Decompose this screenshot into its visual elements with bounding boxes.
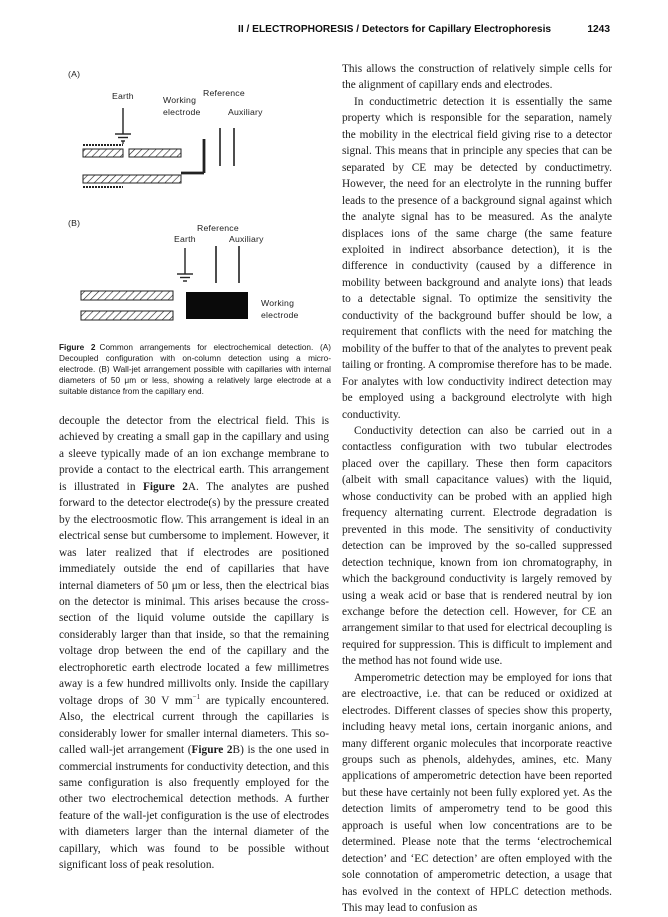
caption-text: Common arrangements for electrochemical detection. (A) Decoupled configuration with on-column detection using a micro-electrode. (B) Wall-jet arrangement possible with capillaries with internal diameters of 50 μm or less, showing a relatively large electrode at a suitable distance from the capillary end.: [59, 343, 331, 397]
panel-a-electrodes: [181, 128, 234, 173]
figure-2-diagram: [59, 62, 329, 347]
panel-b-working-electrode-block: [186, 292, 248, 319]
figure-caption: [59, 342, 331, 397]
panel-a-capillary: [83, 145, 181, 187]
right-paragraph-1: In conductimetric detection it is essentially the same property which is responsible for the separation, namely the mobility in the electrical field giving rise to a detector signal. This means that in principle any species that can be separated by CE may be detected by conductimetry. However, the need for an electrolyte in the running buffer leads to the presence of a background signal against which the analyte signal has to be measured. As the analyte displaces ions of the same charge (the same feature exploited in indirect absorbance detection), it is the difference in conductivity (caused by a difference in mobility between background and analyte ions) that leads to a detectable signal. To optimize the sensitivity the conductivity of the background buffer should be low, a requirement that conflicts with the need for matching the mobility of the buffer to that of the analytes to prevent peak tailing or fronting. A compromise therefore has to be made. For analytes with low conductivity indirect detection may be employed using a background electrolyte with high conductivity.: [342, 95, 612, 421]
left-p1-text-a: decouple the detector from the electrical field. This is achieved by creating a small gap in the capillary and using a sleeve typically made of an ion exchange membrane to provide a contact to the electrical earth. This arrangement is illustrated in: [59, 415, 329, 493]
panel-b-auxiliary-label: Auxiliary: [229, 234, 264, 244]
panel-a-earth-symbol: [115, 108, 131, 144]
right-paragraph-2: Conductivity detection can also be carried out in a contactless configuration with two tubular electrodes placed over the capillary. These then form capacitors (albeit with small capacitance values) with the liquid, whose conductivity can be probed with an applied high frequency alternating current. Electrode degradation is prevented in this mode. The sensitivity of conductivity detection can be improved by the so-called suppressed detection technique, known from ion chromatography, in which the background conductivity is largely removed by using a weak acid or base that is rendered neutral by ion exchange before the detection cell. However, for CE an arrangement similar to that used for electrical decoupling is required for suppression. This is difficult to implement and the method has not found wide use.: [342, 424, 612, 668]
panel-a-tag: (A): [68, 69, 81, 79]
left-paragraph-1: [59, 413, 329, 874]
panel-a-auxiliary-label: Auxiliary: [228, 107, 263, 117]
panel-a-earth-label: Earth: [112, 91, 134, 101]
panel-a-working-label-2: electrode: [163, 107, 201, 117]
header-section-title: II / ELECTROPHORESIS / Detectors for Capillary Electrophoresis: [238, 24, 552, 35]
left-p1-text-d: B) is the one used in commercial instruments for conductivity detection, and this same configuration is also frequently employed for the other two electrochemical detection methods. A further feature of the wall-jet configuration is the use of electrodes with diameters larger than the internal diameter of the capillary, which was found to be possible without significant loss of peak resolution.: [59, 744, 329, 872]
page-number: 1243: [587, 24, 610, 35]
panel-b-tag: (B): [68, 218, 81, 228]
panel-b-capillary: [81, 291, 173, 320]
panel-b-working-label-2: electrode: [261, 310, 299, 320]
left-p1-text-b: A. The analytes are pushed forward to the detector electrode(s) by the pressure created by the electroosmotic flow. This arrangement is ideal in an electrical sense but cumbersome to implement. However, it was later realized that if electrodes are positioned immediately outside the end of capillaries that have internal diameters of 50 μm or less, then the electrical bias on the detector is minimal. This arises because the cross-section of the liquid volume outside the capillary is considerably larger than that inside, so that the remaining voltage drop between the end of the capillary and the electrophoretic earth electrode located a few millimetres away is a few hundred millivolts only. Inside the capillary voltage drops of 30 V mm: [59, 480, 329, 707]
panel-b-electrodes: [216, 246, 239, 283]
panel-b-working-label-1: Working: [261, 298, 295, 308]
figure-2a-reference: Figure 2: [142, 480, 188, 493]
panel-a-working-label-1: Working: [163, 95, 197, 105]
unit-superscript: −1: [192, 692, 201, 701]
figure-2: [59, 62, 329, 347]
panel-b-reference-label: Reference: [197, 223, 239, 233]
figure-2b-reference: Figure 2: [191, 744, 233, 757]
caption-label: Figure 2: [59, 343, 96, 352]
panel-b-earth-symbol: [177, 248, 193, 281]
panel-b-earth-label: Earth: [174, 234, 196, 244]
right-paragraph-3: Amperometric detection may be employed for ions that are electroactive, i.e. that can be reduced or oxidized at electrodes. Different classes of species show this property, including heavy metal ions, certain inorganic anions, and many different organic molecules that incorporate reactive groups such as phenols, aldehydes, amines, etc. Many applications of amperometric detection have been reported but these have certainly not been fully explored yet. As the detection limits of amperometry tend to be good this approach is useful when low concentrations are to be determined. Please note that the terms ‘electrochemical detection’ and ‘EC detection’ are often employed with the sole connotation of amperometric detection, a usage that has evolved in the context of HPLC detection methods. This may lead to confusion as: [342, 671, 612, 915]
running-header: [238, 24, 610, 38]
right-column-text: [342, 61, 612, 917]
panel-a-reference-label: Reference: [203, 88, 245, 98]
left-column-text: [59, 413, 329, 874]
left-p1-text-c: are typically encountered. Also, the electrical current through the capillaries is considerably lower for smaller internal diameters. This so-called wall-jet arrangement (: [59, 694, 329, 757]
right-paragraph-0: This allows the construction of relatively simple cells for the alignment of capillary ends and electrodes.: [342, 63, 612, 92]
